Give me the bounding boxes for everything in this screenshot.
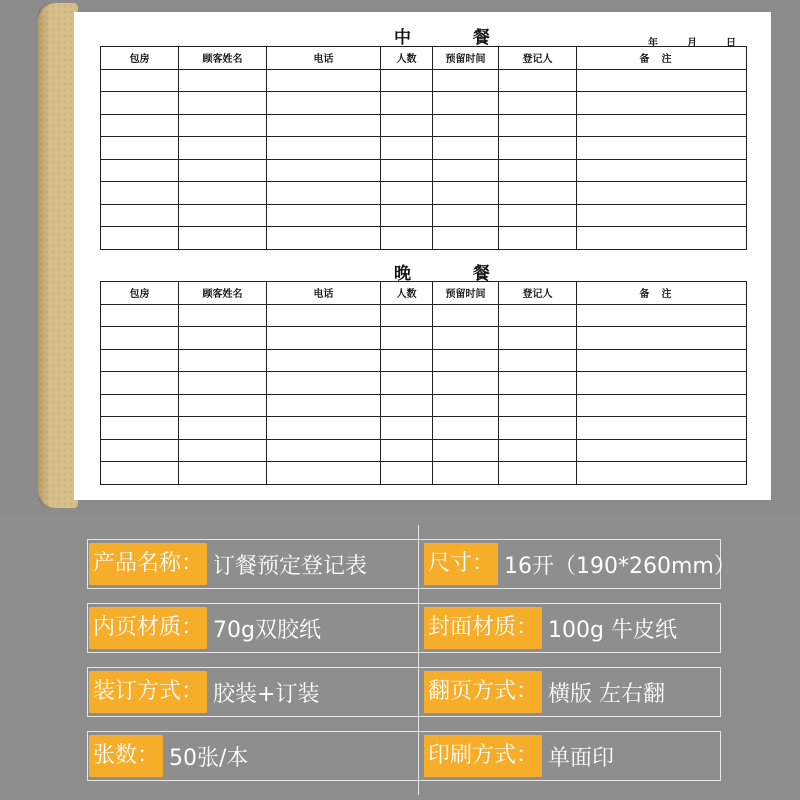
column-header: 顾客姓名: [179, 282, 267, 305]
table-header-row: [101, 47, 747, 70]
spec-label: 内页材质：: [89, 607, 207, 649]
column-header: 包房: [101, 47, 179, 70]
column-header: 登记人: [499, 282, 577, 305]
blank-cell: [577, 69, 747, 92]
blank-cell: [577, 227, 747, 250]
blank-cell: [267, 327, 381, 350]
column-header: 备注: [577, 47, 747, 70]
table-row: [101, 114, 747, 137]
blank-cell: [101, 304, 179, 327]
blank-cell: [577, 417, 747, 440]
table-row: [101, 372, 747, 395]
blank-cell: [101, 439, 179, 462]
spec-value: 100g 牛皮纸: [548, 617, 677, 643]
table-header-row: [101, 282, 747, 305]
blank-cell: [577, 349, 747, 372]
column-header: 电话: [267, 47, 381, 70]
blank-cell: [433, 159, 499, 182]
blank-cell: [381, 204, 433, 227]
blank-cell: [179, 227, 267, 250]
blank-cell: [577, 159, 747, 182]
spec-product-name: [88, 539, 367, 589]
blank-cell: [381, 92, 433, 115]
blank-cell: [433, 372, 499, 395]
blank-cell: [499, 439, 577, 462]
blank-cell: [577, 204, 747, 227]
spec-label: 装订方式：: [89, 671, 207, 713]
column-header: 登记人: [499, 47, 577, 70]
blank-cell: [101, 349, 179, 372]
blank-cell: [577, 327, 747, 350]
date-month-label: 月: [687, 38, 697, 49]
blank-cell: [577, 439, 747, 462]
blank-cell: [433, 137, 499, 160]
table-row: [101, 137, 747, 160]
spec-label: 翻页方式：: [424, 671, 542, 713]
column-header: 包房: [101, 282, 179, 305]
blank-cell: [267, 92, 381, 115]
spec-value: 16开（190*260mm）: [504, 553, 736, 579]
column-header: 顾客姓名: [179, 47, 267, 70]
blank-cell: [577, 462, 747, 485]
spec-printing: [423, 731, 614, 781]
blank-cell: [179, 137, 267, 160]
spec-label: 产品名称：: [89, 543, 207, 585]
spec-value: 订餐预定登记表: [213, 553, 368, 579]
blank-cell: [499, 304, 577, 327]
blank-cell: [267, 462, 381, 485]
blank-cell: [101, 182, 179, 205]
table-row: [101, 394, 747, 417]
blank-cell: [381, 394, 433, 417]
blank-cell: [101, 114, 179, 137]
spec-inner-material: [88, 603, 321, 653]
blank-cell: [499, 227, 577, 250]
blank-cell: [267, 417, 381, 440]
blank-cell: [499, 327, 577, 350]
blank-cell: [381, 114, 433, 137]
blank-cell: [267, 227, 381, 250]
blank-cell: [267, 372, 381, 395]
date-day-label: 日: [726, 38, 736, 49]
table-row: [101, 182, 747, 205]
table-row: [101, 304, 747, 327]
blank-cell: [101, 394, 179, 417]
blank-cell: [577, 372, 747, 395]
spec-sheet-count: [88, 731, 248, 781]
blank-cell: [101, 417, 179, 440]
blank-cell: [381, 417, 433, 440]
blank-cell: [433, 92, 499, 115]
blank-cell: [179, 349, 267, 372]
spec-label: 印刷方式：: [424, 735, 542, 777]
blank-cell: [433, 417, 499, 440]
lunch-title: 中 餐: [394, 28, 518, 48]
blank-cell: [577, 137, 747, 160]
blank-cell: [499, 349, 577, 372]
blank-cell: [433, 394, 499, 417]
column-header: 人数: [381, 282, 433, 305]
blank-cell: [433, 227, 499, 250]
blank-cell: [101, 69, 179, 92]
column-header: 人数: [381, 47, 433, 70]
date-year-label: 年: [648, 38, 658, 49]
blank-cell: [381, 327, 433, 350]
blank-cell: [433, 204, 499, 227]
blank-cell: [381, 349, 433, 372]
blank-cell: [267, 137, 381, 160]
blank-cell: [381, 137, 433, 160]
blank-cell: [499, 417, 577, 440]
blank-cell: [101, 227, 179, 250]
blank-cell: [267, 439, 381, 462]
blank-cell: [267, 114, 381, 137]
table-row: [101, 204, 747, 227]
blank-cell: [179, 372, 267, 395]
blank-cell: [499, 462, 577, 485]
blank-cell: [499, 69, 577, 92]
table-row: [101, 439, 747, 462]
spec-value: 横版 左右翻: [548, 681, 666, 707]
blank-cell: [433, 349, 499, 372]
blank-cell: [499, 372, 577, 395]
spec-label: 封面材质：: [424, 607, 542, 649]
blank-cell: [101, 204, 179, 227]
blank-cell: [179, 462, 267, 485]
blank-cell: [179, 327, 267, 350]
blank-cell: [267, 394, 381, 417]
blank-cell: [381, 159, 433, 182]
spec-cover-material: [423, 603, 677, 653]
blank-cell: [433, 304, 499, 327]
table-row: [101, 69, 747, 92]
blank-cell: [381, 462, 433, 485]
blank-cell: [267, 204, 381, 227]
blank-cell: [179, 439, 267, 462]
blank-cell: [267, 159, 381, 182]
dinner-title: 晚 餐: [394, 264, 518, 284]
spec-label: 张数：: [89, 735, 163, 777]
blank-cell: [433, 69, 499, 92]
blank-cell: [267, 182, 381, 205]
blank-cell: [101, 372, 179, 395]
table-row: [101, 227, 747, 250]
spec-value: 胶装+订装: [213, 681, 320, 707]
blank-cell: [381, 69, 433, 92]
blank-cell: [499, 159, 577, 182]
table-row: [101, 92, 747, 115]
spec-value: 70g双胶纸: [213, 617, 321, 643]
blank-cell: [101, 92, 179, 115]
column-header: 电话: [267, 282, 381, 305]
table-row: [101, 349, 747, 372]
blank-cell: [381, 439, 433, 462]
blank-cell: [381, 227, 433, 250]
blank-cell: [101, 159, 179, 182]
spine-shadow: [38, 3, 50, 508]
blank-cell: [433, 114, 499, 137]
blank-cell: [577, 182, 747, 205]
blank-cell: [179, 394, 267, 417]
dinner-table: [100, 281, 747, 485]
column-header: 备注: [577, 282, 747, 305]
blank-cell: [179, 114, 267, 137]
blank-cell: [267, 69, 381, 92]
blank-cell: [179, 417, 267, 440]
blank-cell: [179, 159, 267, 182]
blank-cell: [179, 304, 267, 327]
blank-cell: [101, 462, 179, 485]
blank-cell: [499, 114, 577, 137]
blank-cell: [381, 304, 433, 327]
blank-cell: [381, 182, 433, 205]
blank-cell: [433, 462, 499, 485]
spec-value: 单面印: [548, 745, 615, 771]
spec-label: 尺寸：: [424, 543, 498, 585]
blank-cell: [433, 182, 499, 205]
blank-cell: [499, 182, 577, 205]
blank-cell: [179, 204, 267, 227]
column-header: 预留时间: [433, 47, 499, 70]
column-header: 预留时间: [433, 282, 499, 305]
blank-cell: [577, 92, 747, 115]
blank-cell: [179, 69, 267, 92]
spec-divider: [418, 525, 419, 795]
blank-cell: [381, 372, 433, 395]
table-row: [101, 462, 747, 485]
blank-cell: [101, 327, 179, 350]
blank-cell: [499, 92, 577, 115]
table-row: [101, 327, 747, 350]
blank-cell: [267, 349, 381, 372]
spec-value: 50张/本: [169, 745, 249, 771]
blank-cell: [433, 327, 499, 350]
blank-cell: [101, 137, 179, 160]
spec-size: [423, 539, 736, 589]
lunch-table: [100, 46, 747, 250]
spec-binding: [88, 667, 319, 717]
blank-cell: [179, 182, 267, 205]
table-row: [101, 159, 747, 182]
spec-page-turn: [423, 667, 665, 717]
blank-cell: [267, 304, 381, 327]
blank-cell: [179, 92, 267, 115]
table-row: [101, 417, 747, 440]
blank-cell: [499, 394, 577, 417]
blank-cell: [499, 204, 577, 227]
blank-cell: [577, 114, 747, 137]
blank-cell: [577, 394, 747, 417]
blank-cell: [433, 439, 499, 462]
blank-cell: [577, 304, 747, 327]
blank-cell: [499, 137, 577, 160]
